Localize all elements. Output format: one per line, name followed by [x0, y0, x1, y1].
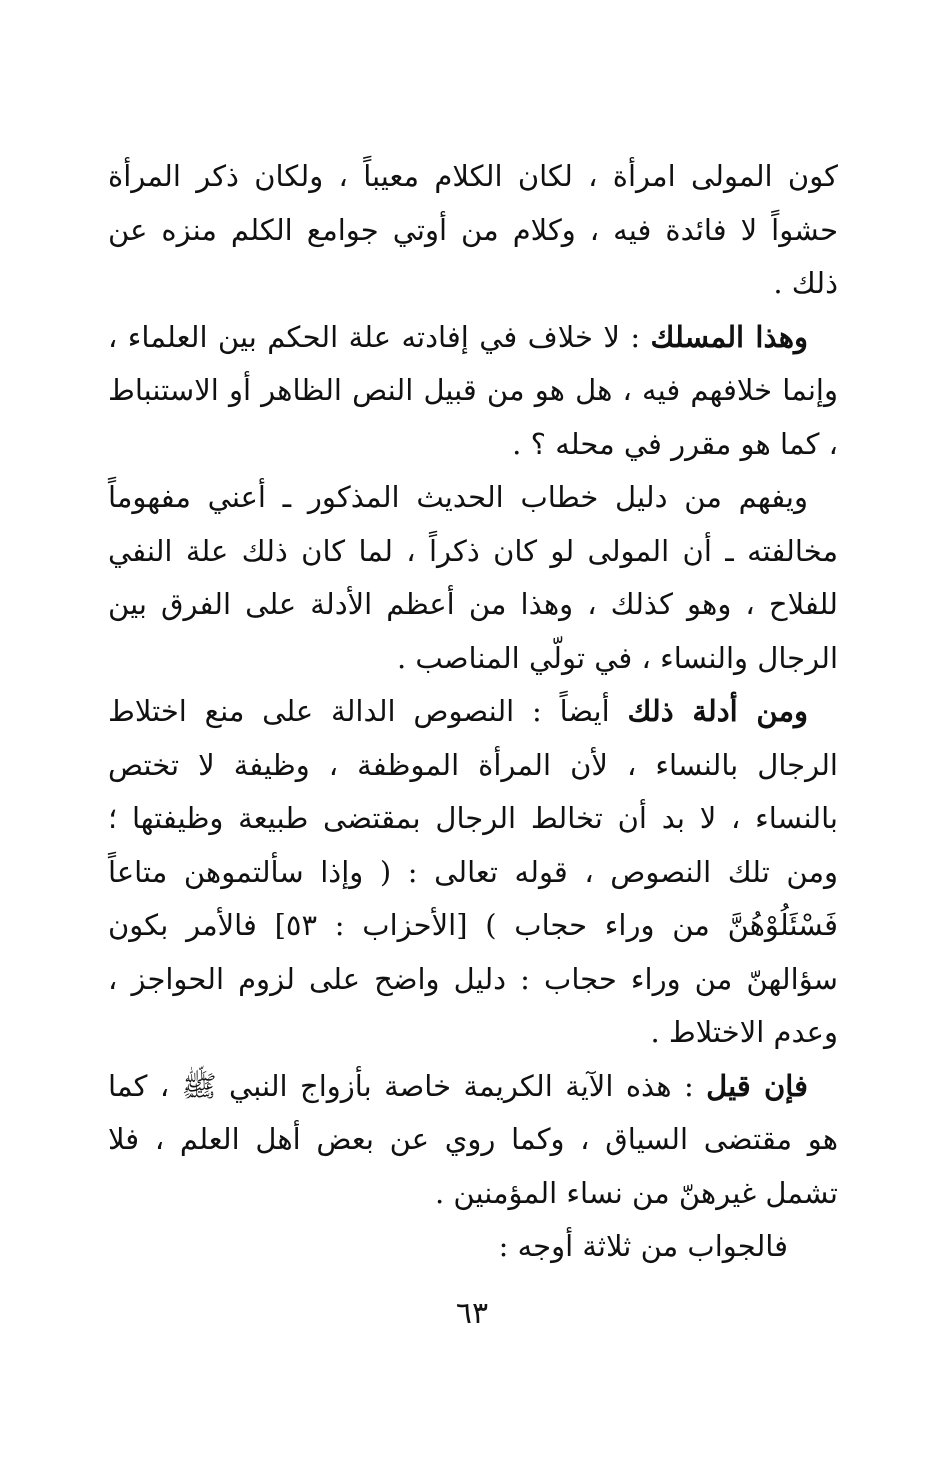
- paragraph-2: [108, 311, 838, 472]
- page-number: ٦٣: [455, 1296, 489, 1331]
- paragraph-3-text: ويفهم من دليل خطاب الحديث المذكور ـ أعني مفهوماً مخالفته ـ أن المولى لو كان ذكراً ، لما كان ذلك علة النفي للفلاح ، وهو كذلك ، وهذا من أعظم الأدلة على الفرق بين الرجال والنساء ، في تولّي المناصب .: [108, 480, 838, 675]
- paragraph-6-text: فالجواب من ثلاثة أوجه :: [498, 1229, 788, 1263]
- paragraph-3: [108, 471, 838, 685]
- paragraph-1: [108, 150, 838, 311]
- paragraph-4: [108, 685, 838, 1060]
- paragraph-2-text: : لا خلاف في إفادته علة الحكم بين العلماء ، وإنما خلافهم فيه ، هل هو من قبيل النص الظاهر أو الاستنباط ، كما هو مقرر في محله ؟ .: [108, 319, 838, 461]
- paragraph-5: [108, 1060, 838, 1221]
- paragraph-5-text: : هذه الآية الكريمة خاصة بأزواج النبي ﷺ ، كما هو مقتضى السياق ، وكما روي عن بعض أهل العلم ، فلا تشمل غيرهنّ من نساء المؤمنين .: [108, 1068, 838, 1210]
- paragraph-4-text: أيضاً : النصوص الدالة على منع اختلاط الرجال بالنساء ، لأن المرأة الموظفة ، وظيفة لا تختص بالنساء ، لا بد أن تخالط الرجال بمقتضى طبيعة وظيفتها ؛ ومن تلك النصوص ، قوله تعالى : ( وإذا سألتموهن متاعاً فَسْئَلُوْهُنَّ من وراء حجاب ) [الأحزاب : ٥٣] فالأمر بكون سؤالهنّ من وراء حجاب : دليل واضح على لزوم الحواجز ، وعدم الاختلاط .: [108, 694, 839, 1049]
- page-body: [108, 150, 838, 1274]
- paragraph-2-lead: وهذا المسلك: [650, 319, 808, 354]
- paragraph-5-lead: فإن قيل: [706, 1068, 809, 1103]
- paragraph-1-text: كون المولى امرأة ، لكان الكلام معيباً ، ولكان ذكر المرأة حشواً لا فائدة فيه ، وكلام من أوتي جوامع الكلم منزه عن ذلك .: [108, 159, 838, 300]
- paragraph-4-lead: ومن أدلة ذلك: [627, 694, 808, 728]
- paragraph-6: [108, 1220, 838, 1274]
